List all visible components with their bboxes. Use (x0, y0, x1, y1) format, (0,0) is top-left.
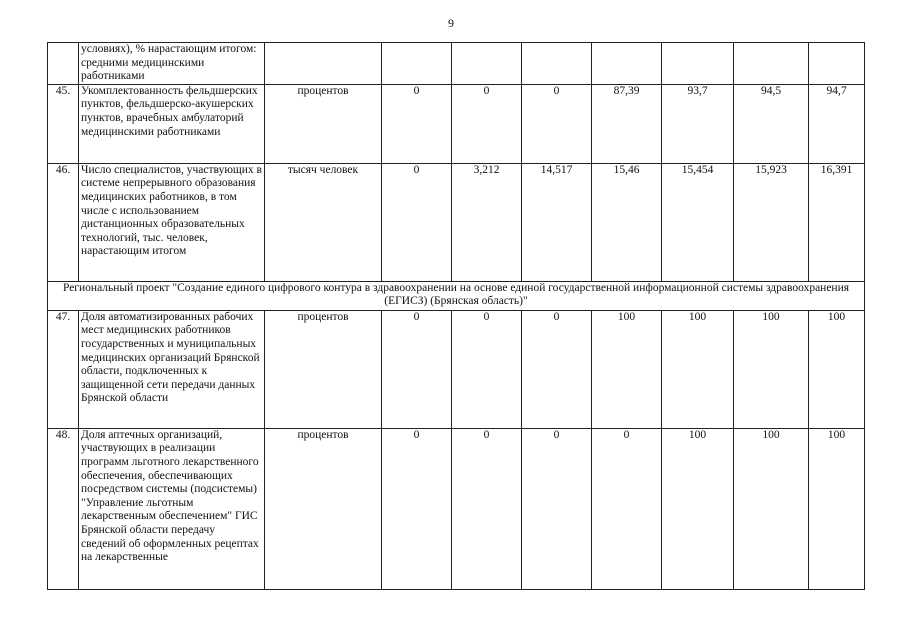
value-cell: 0 (382, 428, 452, 589)
value-cell (809, 43, 865, 85)
value-cell: 0 (382, 84, 452, 163)
row-number: 45. (48, 84, 79, 163)
value-cell (662, 43, 734, 85)
value-cell: 0 (522, 428, 592, 589)
value-cell: 93,7 (662, 84, 734, 163)
section-title: Региональный проект "Создание единого цифрового контура в здравоохранении на основе единой государственной информационной системы здравоохранения (ЕГИСЗ) (Брянская область)" (48, 281, 865, 310)
unit-cell: процентов (265, 310, 382, 428)
value-cell: 100 (662, 428, 734, 589)
value-cell (382, 43, 452, 85)
value-cell: 0 (382, 310, 452, 428)
value-cell: 100 (734, 428, 809, 589)
indicator-table (47, 42, 865, 590)
section-row (48, 281, 865, 310)
unit-cell: процентов (265, 84, 382, 163)
value-cell: 100 (809, 310, 865, 428)
value-cell: 0 (592, 428, 662, 589)
value-cell: 87,39 (592, 84, 662, 163)
unit-cell: процентов (265, 428, 382, 589)
table-row (48, 43, 865, 85)
value-cell: 15,454 (662, 163, 734, 281)
value-cell: 100 (809, 428, 865, 589)
value-cell: 15,46 (592, 163, 662, 281)
value-cell: 0 (452, 84, 522, 163)
value-cell: 15,923 (734, 163, 809, 281)
value-cell (734, 43, 809, 85)
indicator-name: Доля автоматизированных рабочих мест медицинских работников государственных и муниципальных медицинских организаций Брянской области, подключенных к защищенной сети передачи данных Брянской области (79, 310, 265, 428)
value-cell: 100 (662, 310, 734, 428)
value-cell: 0 (452, 428, 522, 589)
row-number (48, 43, 79, 85)
value-cell (522, 43, 592, 85)
page-number: 9 (448, 16, 454, 30)
table-row (48, 428, 865, 589)
indicator-name: условиях), % нарастающим итогом: средними медицинскими работниками (79, 43, 265, 85)
table-row (48, 84, 865, 163)
value-cell: 100 (734, 310, 809, 428)
indicator-name: Число специалистов, участвующих в системе непрерывного образования медицинских работников, в том числе с использованием дистанционных образовательных технологий, тыс. человек, нарастающим итогом (79, 163, 265, 281)
table-row (48, 163, 865, 281)
unit-cell (265, 43, 382, 85)
indicator-name: Укомплектованность фельдшерских пунктов, фельдшерско-акушерских пунктов, врачебных амбулаторий медицинскими работниками (79, 84, 265, 163)
value-cell: 0 (452, 310, 522, 428)
value-cell: 0 (522, 310, 592, 428)
indicator-name: Доля аптечных организаций, участвующих в реализации программ льготного лекарственного обеспечения, обеспечивающих посредством системы (подсистемы) "Управление льготным лекарственным обеспечением" ГИС Брянской области передачу сведений об оформленных рецептах на лекарственные (79, 428, 265, 589)
value-cell: 94,7 (809, 84, 865, 163)
value-cell: 0 (382, 163, 452, 281)
value-cell (452, 43, 522, 85)
value-cell: 3,212 (452, 163, 522, 281)
value-cell: 0 (522, 84, 592, 163)
table-row (48, 310, 865, 428)
value-cell: 14,517 (522, 163, 592, 281)
value-cell: 16,391 (809, 163, 865, 281)
row-number: 47. (48, 310, 79, 428)
value-cell (592, 43, 662, 85)
unit-cell: тысяч человек (265, 163, 382, 281)
value-cell: 94,5 (734, 84, 809, 163)
row-number: 48. (48, 428, 79, 589)
value-cell: 100 (592, 310, 662, 428)
row-number: 46. (48, 163, 79, 281)
